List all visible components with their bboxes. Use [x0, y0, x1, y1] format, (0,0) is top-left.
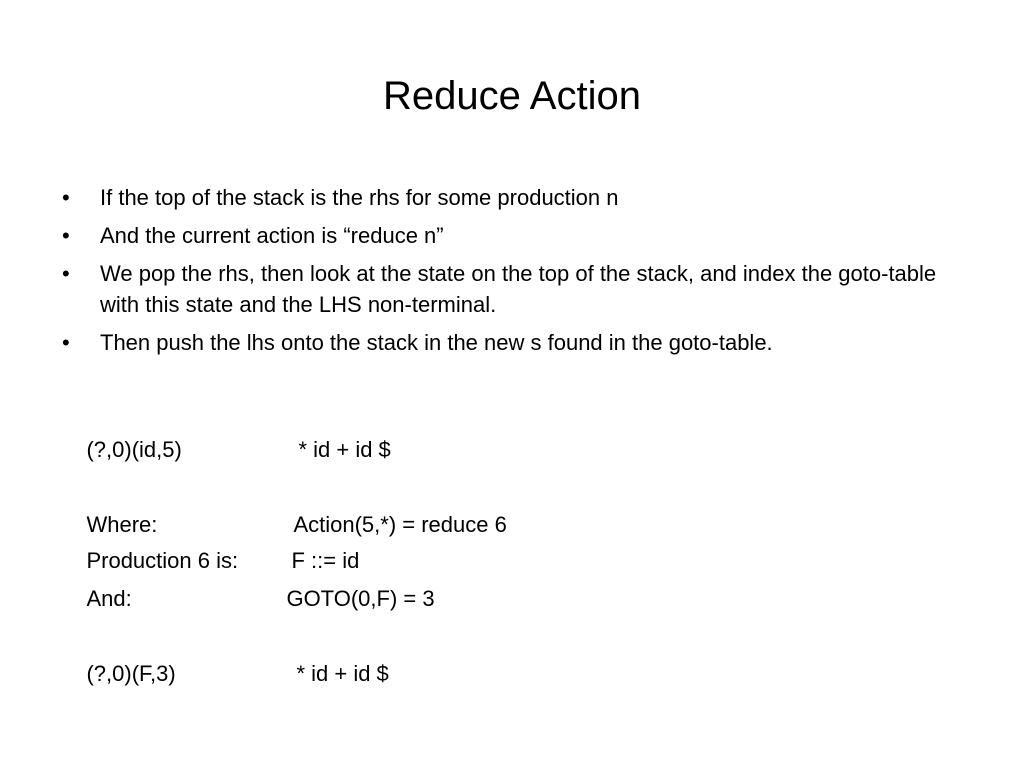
bullet-dot: • — [62, 330, 70, 355]
and-label: And: — [86, 586, 132, 611]
bullet-text: Then push the lhs onto the stack in the new s found in the goto-table. — [100, 330, 773, 355]
stack-before-state: (?,0)(id,5) — [86, 437, 182, 462]
stack-before-input: * id + id $ — [298, 437, 391, 462]
and-value: GOTO(0,F) = 3 — [286, 586, 435, 611]
bullet-text: We pop the rhs, then look at the state on the top of the stack, and index the goto-table with this state and the LHS non-terminal. — [100, 261, 937, 317]
stack-after-state: (?,0)(F,3) — [86, 661, 176, 686]
bullet-item — [62, 220, 962, 251]
where-label: Where: — [86, 512, 158, 537]
bullet-dot: • — [62, 185, 70, 210]
stack-after-line — [62, 627, 389, 720]
bullet-dot: • — [62, 261, 70, 286]
where-value: Action(5,*) = reduce 6 — [293, 512, 507, 537]
stack-after-input: * id + id $ — [296, 661, 389, 686]
bullet-item — [62, 327, 962, 358]
bullet-text: If the top of the stack is the rhs for some production n — [100, 185, 619, 210]
bullet-item — [62, 258, 962, 320]
bullet-dot: • — [62, 223, 70, 248]
production-value: F ::= id — [291, 548, 360, 573]
bullet-list — [62, 182, 962, 358]
bullet-item — [62, 182, 962, 213]
slide-content — [62, 182, 962, 365]
slide-title: Reduce Action — [383, 74, 641, 118]
production-label: Production 6 is: — [86, 548, 239, 573]
bullet-text: And the current action is “reduce n” — [100, 223, 444, 248]
